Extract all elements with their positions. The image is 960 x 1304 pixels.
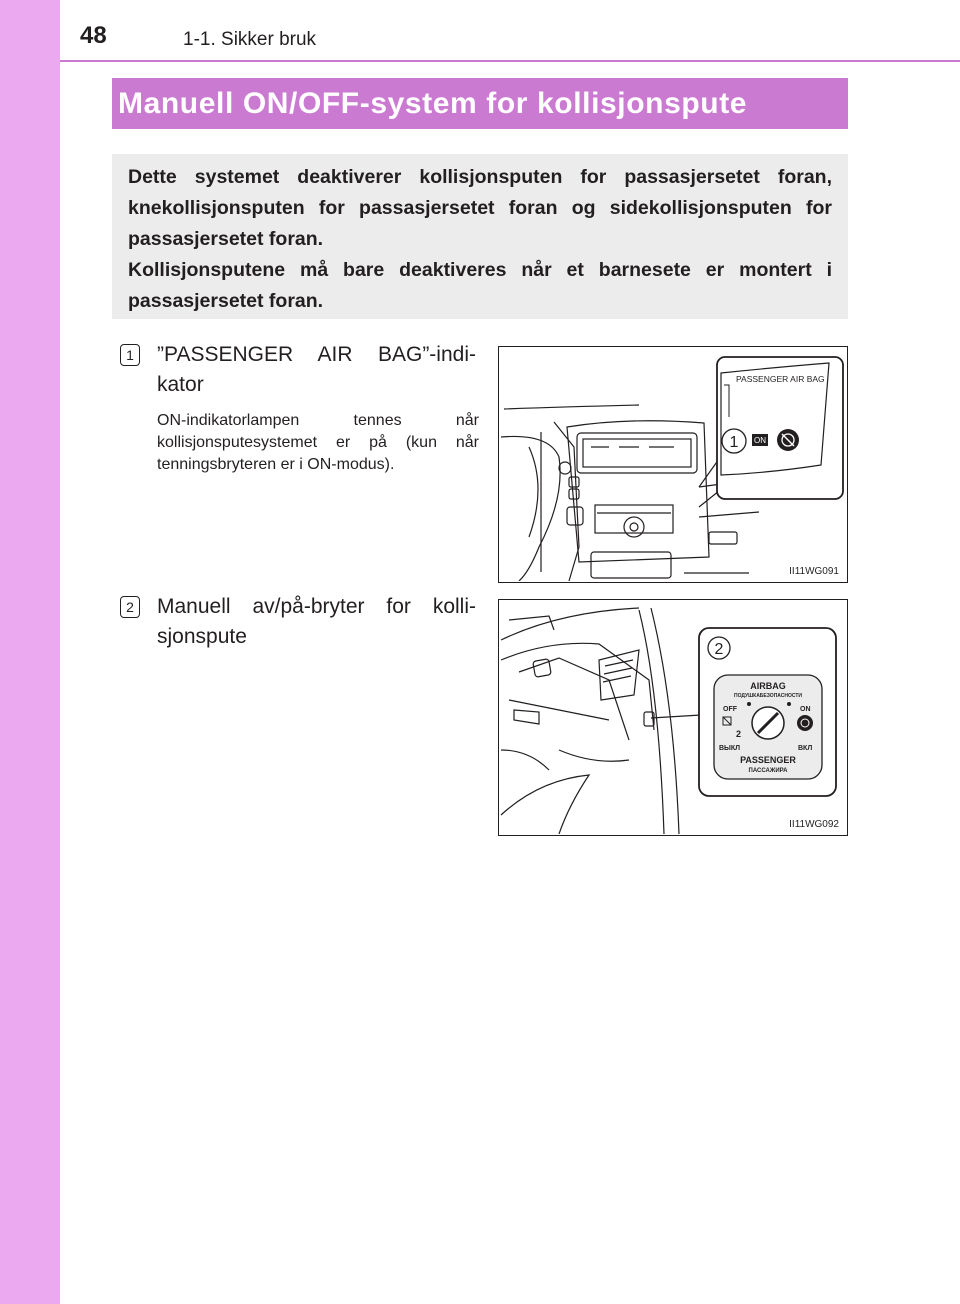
figure-1-code: II11WG091 xyxy=(789,566,839,577)
intro-paragraph-2: Kollisjonsputene må bare deaktiveres når et barnesete er montert i passasjersetet foran. xyxy=(128,259,832,312)
switch-subtitle-ru: ПАССАЖИРА xyxy=(748,768,788,774)
figure-airbag-switch xyxy=(498,599,848,836)
switch-title-ru: ПОДУШКАБЕЗОПАСНОСТИ xyxy=(733,693,803,699)
airbag-on-icon xyxy=(797,715,813,731)
seat-number: 2 xyxy=(736,729,742,739)
figure-1-callout: 1 xyxy=(729,434,739,451)
panel-label: PASSENGER AIR BAG xyxy=(736,374,825,384)
glovebox-illustration xyxy=(499,600,846,834)
item-2-number: 2 xyxy=(120,596,140,618)
switch-subtitle: PASSENGER xyxy=(740,755,796,765)
intro-box xyxy=(112,154,848,319)
item-2-label: Manuell av/på-bryter for kollisjonspute xyxy=(157,595,476,648)
title-banner xyxy=(112,78,848,129)
switch-on-label-ru: ВКЛ xyxy=(798,745,813,752)
side-tab-bar xyxy=(0,0,60,1304)
figure-2-callout: 2 xyxy=(714,641,724,658)
page-title: Manuell ON/OFF-system for kollisjonspute xyxy=(118,87,748,120)
switch-off-label: OFF xyxy=(723,706,737,713)
item-1-label: ”PASSENGER AIR BAG”-indikator xyxy=(157,343,476,396)
switch-title: AIRBAG xyxy=(750,681,786,691)
on-indicator: ON xyxy=(754,436,766,445)
intro-paragraph-1: Dette systemet deaktiverer kollisjonsputen for passasjersetet foran, knekollisjonsputen for passasjersetet foran og sidekollisjonsputen for passasjersetet foran. xyxy=(128,166,832,250)
switch-on-label: ON xyxy=(800,706,811,713)
switch-off-label-ru: ВЫКЛ xyxy=(719,745,741,752)
header-divider xyxy=(60,60,960,62)
dashboard-illustration xyxy=(499,347,846,581)
figure-2-code: II11WG092 xyxy=(789,819,839,830)
figure-dashboard-indicator xyxy=(498,346,848,583)
section-label: 1-1. Sikker bruk xyxy=(183,29,317,50)
item-1-number: 1 xyxy=(120,344,140,366)
item-1-description: ON-indikatorlampen tennes når kollisjonsputesystemet er på (kun når tenningsbryteren er i ON-modus). xyxy=(157,412,479,473)
page-number: 48 xyxy=(80,22,107,49)
